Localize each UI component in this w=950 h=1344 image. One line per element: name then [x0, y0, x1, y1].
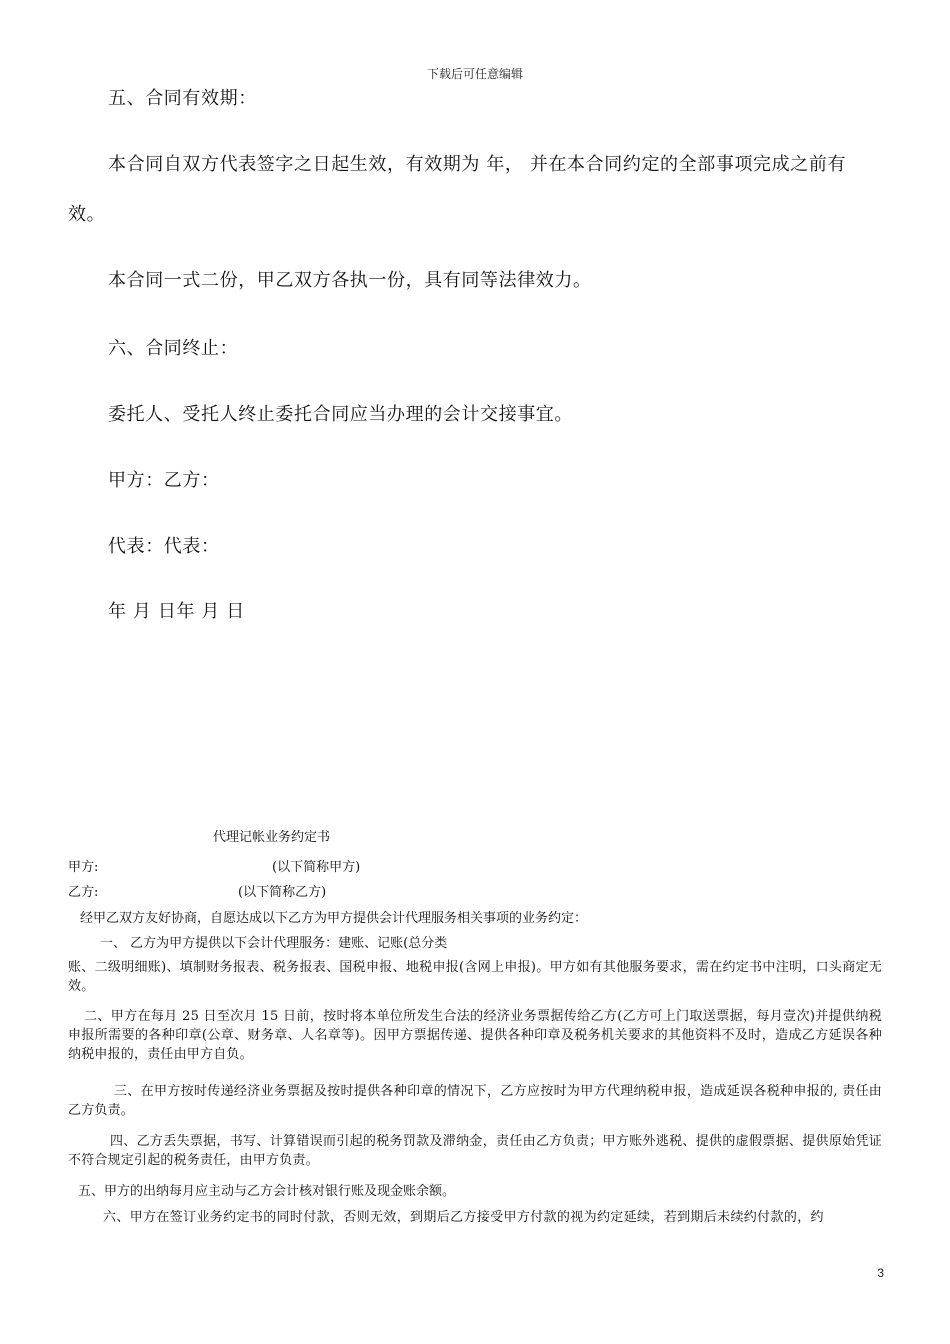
item-4: 四、乙方丢失票据，书写、计算错误而引起的税务罚款及滞纳金，责任由乙方负责；甲方账外逃税、提供的虚假票据、提供原始凭证不符合规定引起的税务责任，由甲方负责。 — [68, 1134, 882, 1168]
section-6-title: 六、合同终止： — [108, 338, 239, 359]
page-number: 3 — [877, 1266, 884, 1280]
section-5-paragraph-2: 本合同一式二份，甲乙双方各执一份，具有同等法律效力。 — [108, 270, 592, 291]
item-1-continued: 账、二级明细账)、填制财务报表、税务报表、国税申报、地税申报(含网上申报)。甲方如有其他服务要求，需在约定书中注明，口头商定无效。 — [68, 960, 882, 994]
section-5-paragraph-line-2: 效。 — [68, 204, 106, 225]
item-3: 三、在甲方按时传递经济业务票据及按时提供各种印章的情况下，乙方应按时为甲方代理纳税申报，造成延误各税种申报的, 责任由乙方负责。 — [68, 1084, 882, 1118]
signature-parties: 甲方：乙方： — [108, 470, 220, 491]
agreement-title: 代理记帐业务约定书 — [213, 830, 331, 845]
party-a-note: (以下简称甲方) — [272, 860, 361, 875]
section-5-paragraph-line-1: 本合同自双方代表签字之日起生效，有效期为 年， 并在本合同约定的全部事项完成之前有 — [108, 154, 847, 175]
party-b-note: (以下简称乙方) — [238, 885, 327, 900]
page-header: 下载后可任意编辑 — [426, 67, 523, 81]
item-6: 六、甲方在签订业务约定书的同时付款，否则无效，到期后乙方接受甲方付款的视为约定延续，若到期后未续约付款的，约 — [103, 1210, 824, 1225]
signature-dates: 年 月 日年 月 日 — [108, 601, 245, 622]
agreement-intro: 经甲乙双方友好协商，自愿达成以下乙方为甲方提供会计代理服务相关事项的业务约定： — [80, 911, 588, 926]
signature-representatives: 代表：代表： — [108, 536, 220, 557]
section-5-title: 五、合同有效期： — [108, 88, 257, 109]
item-1-line-1: 一、 乙方为甲方提供以下会计代理服务：建账、记账(总分类 — [100, 936, 448, 951]
item-2: 二、甲方在每月 25 日至次月 15 日前，按时将本单位所发生合法的经济业务票据传给乙方(乙方可上门取送票据，每月壹次)并提供纳税申报所需要的各种印章(公章、财务章、人名章等)。因甲方票据传递、提供各种印章及税务机关要求的其他资料不及时，造成乙方延误各种纳税申报的，责任由甲方自负。 — [68, 1009, 882, 1062]
item-5: 五、甲方的出纳每月应主动与乙方会计核对银行账及现金账余额。 — [78, 1184, 456, 1199]
section-6-paragraph: 委托人、受托人终止委托合同应当办理的会计交接事宜。 — [108, 404, 573, 425]
party-b-label: 乙方: — [68, 885, 99, 900]
party-a-label: 甲方: — [68, 860, 99, 875]
